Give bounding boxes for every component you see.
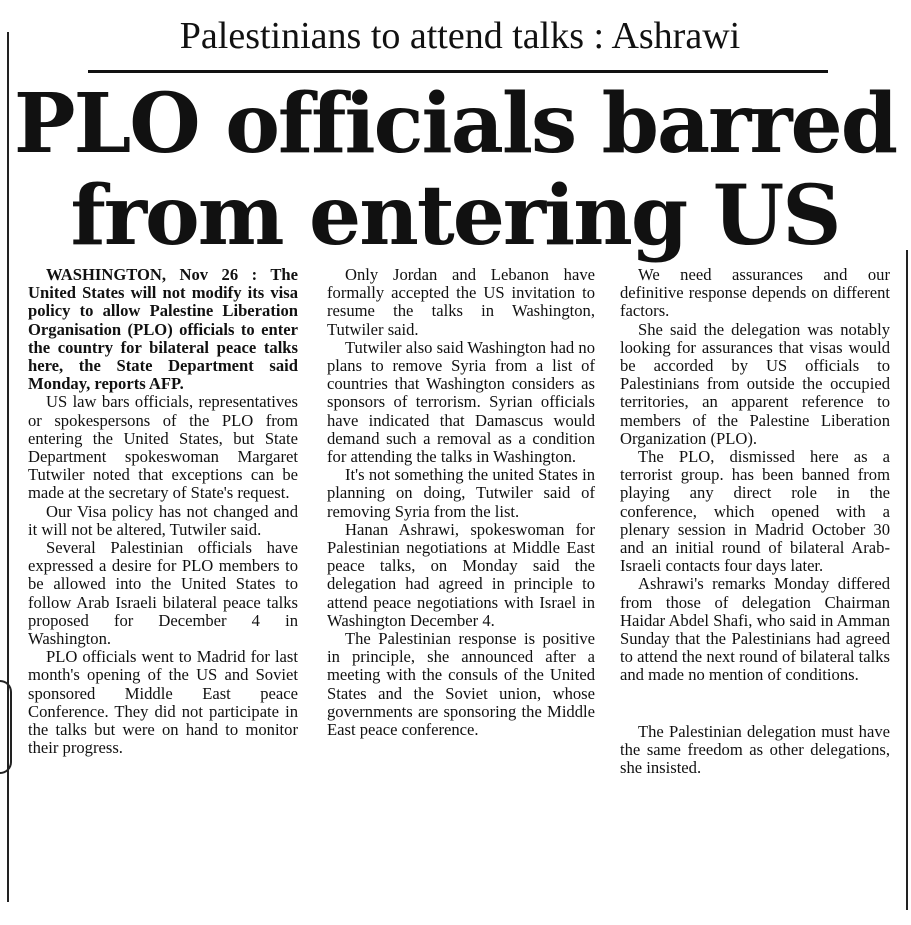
article-paragraph: The Palestinian response is positive in principle, she announced after a meeting with the consuls of the United States and the Soviet union, whose governments are sponsoring the Middle East peace conference.: [327, 629, 595, 740]
article-paragraph: It's not something the united States in planning on doing, Tutwiler said of removing Syria from the list.: [327, 465, 595, 521]
article-paragraph: US law bars officials, representatives or spokespersons of the PLO from entering the United States, but State Department spokeswoman Margaret Tutwiler noted that exceptions can be made at the secretary of State's request.: [28, 392, 298, 503]
article-paragraph: WASHINGTON, Nov 26 : The United States will not modify its visa policy to allow Palestine Liberation Organisation (PLO) officials to enter the country for bilateral peace talks here, the State Department said Monday, reports AFP.: [28, 265, 298, 394]
article-paragraph: Tutwiler also said Washington had no plans to remove Syria from a list of countries that Washington considers as sponsors of terrorism. Syrian officials have indicated that Damascus would demand such a removal as a condition for attending the talks in Washington.: [327, 337, 595, 467]
article-paragraph: She said the delegation was notably looking for assurances that visas would be accorded by US officials to Palestinians from outside the occupied territories, an apparent reference to members of the Palestine Liberation Organization (PLO).: [620, 319, 890, 448]
headline-line-2: from entering US: [70, 168, 840, 264]
article-paragraph: Only Jordan and Lebanon have formally accepted the US invitation to resume the talks in Washington, Tutwiler said.: [327, 265, 595, 339]
article-paragraph: Hanan Ashrawi, spokeswoman for Palestinian negotiations at Middle East peace talks, on Monday said the delegation had agreed in principle to attend peace negotiations with Israel in Washington December 4.: [327, 519, 595, 630]
article-paragraph: Ashrawi's remarks Monday differed from those of delegation Chairman Haidar Abdel Shafi, who said in Amman Sunday that the Palestinians had agreed to attend the next round of bilateral talks and made no mention of conditions.: [620, 574, 890, 685]
article-paragraph: The PLO, dismissed here as a terrorist group. has been banned from playing any direct role in the conference, which opened with a plenary session in Madrid October 30 and an initial round of bilateral Arab-Israeli contacts four days later.: [620, 447, 890, 576]
article-column-3: [620, 266, 890, 777]
article-paragraph: Several Palestinian officials have expressed a desire for PLO members to be allowed into the United States to follow Arab Israeli bilateral peace talks proposed for December 4 in Washington.: [28, 538, 298, 649]
headline-line-1: PLO officials barred: [13, 76, 897, 172]
kicker-headline: Palestinians to attend talks : Ashrawi: [179, 15, 741, 57]
article-paragraph: PLO officials went to Madrid for last month's opening of the US and Soviet sponsored Middle East peace Conference. They did not participate in the talks but were on hand to monitor their progress.: [28, 647, 298, 758]
article-column-2: [327, 266, 595, 739]
column-spacer: [620, 685, 890, 723]
margin-bracket-mark: [0, 680, 12, 774]
right-column-rule: [906, 250, 908, 910]
article-paragraph: Our Visa policy has not changed and it will not be altered, Tutwiler said.: [28, 501, 298, 539]
main-headline: [10, 78, 900, 262]
kicker-underline: [88, 70, 828, 73]
article-column-1: [28, 266, 298, 757]
article-paragraph: We need assurances and our definitive response depends on different factors.: [620, 265, 890, 321]
article-paragraph: The Palestinian delegation must have the same freedom as other delegations, she insisted.: [620, 721, 890, 778]
